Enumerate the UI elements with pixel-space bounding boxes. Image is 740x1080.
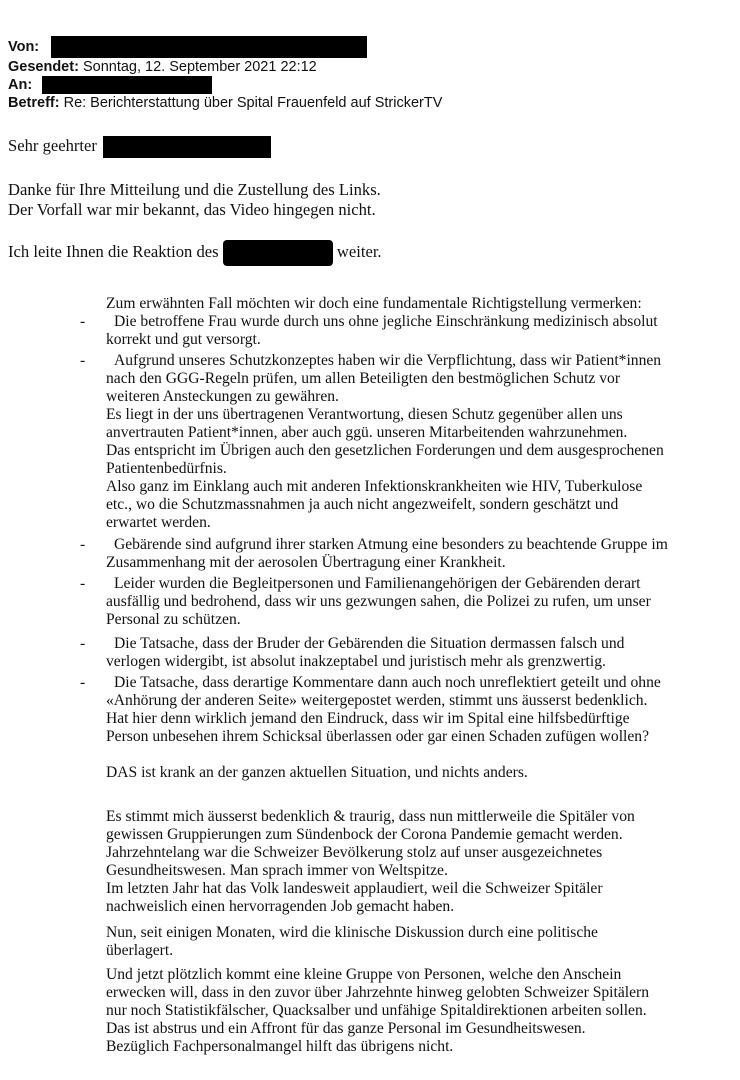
body-line: Die Tatsache, dass derartige Kommentare dann auch noch unreflektiert geteilt und ohne	[114, 674, 661, 691]
bullet-marker: -	[80, 536, 86, 553]
body-line: Aufgrund unseres Schutzkonzeptes haben wir die Verpflichtung, dass wir Patient*innen	[114, 352, 662, 369]
bullet-marker: -	[80, 635, 86, 652]
body-line: verlogen widergibt, ist absolut inakzeptabel und juristisch mehr als grenzwertig.	[106, 653, 606, 670]
body-line: Es stimmt mich äusserst bedenklich & traurig, dass nun mittlerweile die Spitäler von	[106, 808, 635, 825]
bullet-marker: -	[80, 352, 86, 369]
redacted-name	[103, 136, 271, 158]
body-line: Hat hier denn wirklich jemand den Eindruck, dass wir im Spital eine hilfsbedürftige	[106, 710, 630, 727]
body-line: Jahrzehntelang war die Schweizer Bevölkerung stolz auf unser ausgezeichnetes	[106, 844, 603, 861]
bullet-marker: -	[80, 674, 86, 691]
subject-value: Re: Berichterstattung über Spital Frauenfeld auf StrickerTV	[63, 95, 443, 111]
body-line: überlagert.	[106, 942, 174, 959]
body-line: Also ganz im Einklang auch mit anderen Infektionskrankheiten wie HIV, Tuberkulose	[106, 478, 643, 495]
body-line: Es liegt in der uns übertragenen Verantwortung, diesen Schutz gegenüber allen uns	[106, 406, 623, 423]
body-line: nach den GGG-Regeln prüfen, um allen Beteiligten den bestmöglichen Schutz vor	[106, 370, 621, 387]
sent-label: Gesendet:	[8, 59, 79, 75]
body-line: Zum erwähnten Fall möchten wir doch eine fundamentale Richtigstellung vermerken:	[106, 295, 642, 312]
body-line: Die Tatsache, dass der Bruder der Gebärenden die Situation dermassen falsch und	[114, 635, 625, 652]
body-line: «Anhörung der anderen Seite» weitergepostet werden, stimmt uns äusserst bedenklich.	[106, 692, 648, 709]
body-line: Nun, seit einigen Monaten, wird die klinische Diskussion durch eine politische	[106, 924, 598, 941]
body-line: Das entspricht im Übrigen auch den gesetzlichen Forderungen und dem ausgesprochenen	[106, 442, 664, 459]
body-line: Patientenbedürfnis.	[106, 460, 227, 477]
body-line: Gebärende sind aufgrund ihrer starken Atmung eine besonders zu beachtende Gruppe im	[114, 536, 668, 553]
body-line: gewissen Gruppierungen zum Sündenbock der Corona Pandemie gemacht werden.	[106, 826, 623, 843]
body-line: erwartet werden.	[106, 514, 211, 531]
subject-row	[8, 94, 442, 112]
sent-value: Sonntag, 12. September 2021 22:12	[82, 59, 317, 75]
body-line: Und jetzt plötzlich kommt eine kleine Gruppe von Personen, welche den Anschein	[106, 966, 622, 983]
bullet-marker: -	[80, 313, 86, 330]
redacted-sender	[51, 36, 367, 58]
body-line: nur noch Statistikfälscher, Quacksalber und unfähige Spitaldirektionen arbeiten sollen.	[106, 1002, 647, 1019]
sent-row	[8, 58, 317, 76]
body-line: erwecken will, dass in den zuvor über Jahrzehnte hinweg gelobten Schweizer Spitälern	[106, 984, 649, 1001]
body-line: etc., wo die Schutzmassnahmen ja auch nicht angezweifelt, sondern geschätzt und	[106, 496, 619, 513]
body-line: DAS ist krank an der ganzen aktuellen Situation, und nichts anders.	[106, 764, 528, 781]
redacted-entity	[223, 240, 333, 266]
forward-line: Ich leite Ihnen die Reaktion des weiter.	[8, 240, 382, 266]
salutation: Sehr geehrter	[8, 136, 271, 158]
body-line: Bezüglich Fachpersonalmangel hilft das übrigens nicht.	[106, 1038, 454, 1055]
body-line: weiteren Ansteckungen zu gewähren.	[106, 388, 339, 405]
bullet-marker: -	[80, 575, 86, 592]
intro-line-1: Danke für Ihre Mitteilung und die Zustellung des Links.	[8, 180, 381, 199]
body-line: ausfällig und bedrohend, dass wir uns gezwungen sahen, die Polizei zu rufen, um unser	[106, 593, 651, 610]
to-row	[8, 76, 212, 94]
body-line: Im letzten Jahr hat das Volk landesweit applaudiert, weil die Schweizer Spitäler	[106, 880, 603, 897]
body-line: Das ist abstrus und ein Affront für das ganze Personal im Gesundheitswesen.	[106, 1020, 586, 1037]
from-label: Von:	[8, 38, 40, 55]
body-line: Person unbesehen ihrem Schicksal überlassen oder gar einen Schaden zufügen wollen?	[106, 728, 650, 745]
body-line: Leider wurden die Begleitpersonen und Familienangehörigen der Gebärenden derart	[114, 575, 641, 592]
redacted-recipient	[42, 76, 212, 94]
body-line: Die betroffene Frau wurde durch uns ohne jegliche Einschränkung medizinisch absolut	[114, 313, 658, 330]
body-line: Personal zu schützen.	[106, 611, 241, 628]
body-line: korrekt und gut versorgt.	[106, 331, 261, 348]
subject-label: Betreff:	[8, 95, 60, 111]
body-line: anvertrauten Patient*innen, aber auch ggü. unseren Mitarbeitenden wahrzunehmen.	[106, 424, 628, 441]
body-line: Zusammenhang mit der aerosolen Übertragung einer Krankheit.	[106, 554, 506, 571]
intro-line-2: Der Vorfall war mir bekannt, das Video hingegen nicht.	[8, 200, 376, 219]
from-row	[8, 36, 367, 58]
body-line: nachweislich einen hervorragenden Job gemacht haben.	[106, 898, 455, 915]
body-line: Gesundheitswesen. Man sprach immer von Weltspitze.	[106, 862, 448, 879]
to-label: An:	[8, 77, 33, 93]
